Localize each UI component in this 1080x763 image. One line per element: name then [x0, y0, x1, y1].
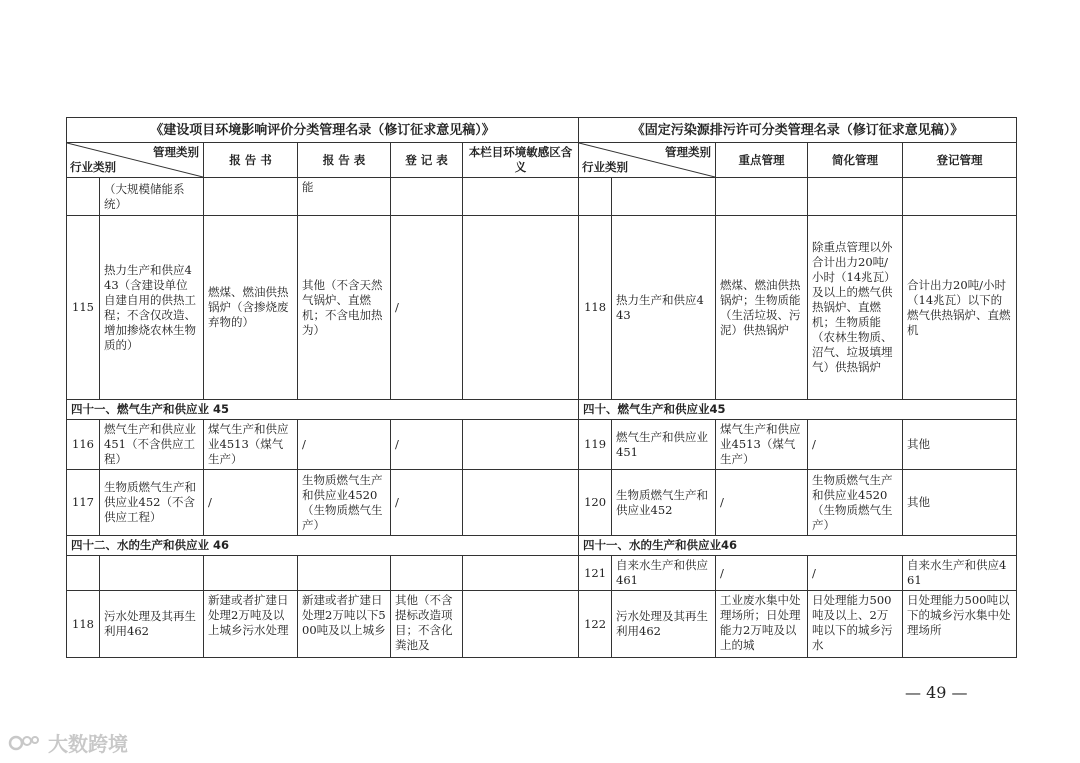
row-number: 117 — [67, 470, 100, 536]
row-number: 118 — [67, 591, 100, 658]
simple-management-cell: 生物质燃气生产和供应业4520（生物质燃气生产） — [808, 470, 903, 536]
row-number: 115 — [67, 216, 100, 400]
title-row — [67, 118, 1017, 143]
industry-cell: 污水处理及其再生利用462 — [100, 591, 204, 658]
industry-cell: 污水处理及其再生利用462 — [612, 591, 716, 658]
watermark-text: 大数跨境 — [48, 732, 128, 756]
left-diagonal-header — [67, 143, 204, 178]
table-row — [67, 556, 1017, 591]
report-book-cell: / — [204, 470, 298, 536]
left-table-title: 《建设项目环境影响评价分类管理名录（修订征求意见稿）》 — [67, 118, 579, 143]
industry-cell: （大规模储能系统） — [100, 178, 204, 216]
register-management-cell: 自来水生产和供应461 — [903, 556, 1017, 591]
industry-cell: 热力生产和供应443 — [612, 216, 716, 400]
header-register-management: 登记管理 — [903, 143, 1017, 178]
report-form-cell: 生物质燃气生产和供应业4520（生物质燃气生产） — [298, 470, 391, 536]
simple-management-cell: / — [808, 420, 903, 470]
table-row — [67, 470, 1017, 536]
right-table-title: 《固定污染源排污许可分类管理名录（修订征求意见稿）》 — [579, 118, 1017, 143]
key-management-cell: / — [716, 556, 808, 591]
key-management-cell: 工业废水集中处理场所；日处理能力2万吨及以上的城 — [720, 593, 801, 652]
header-simple-management: 简化管理 — [808, 143, 903, 178]
header-report-book: 报 告 书 — [204, 143, 298, 178]
header-registration: 登 记 表 — [391, 143, 463, 178]
table-row — [67, 591, 1017, 658]
category-label: 管理类别 — [153, 145, 199, 159]
section-row — [67, 400, 1017, 420]
category-label: 管理类别 — [665, 145, 712, 159]
section-heading: 四十二、水的生产和供应业 46 — [67, 536, 579, 556]
header-row — [67, 143, 1017, 178]
section-heading: 四十、燃气生产和供应业45 — [579, 400, 1017, 420]
header-key-management: 重点管理 — [716, 143, 808, 178]
register-management-cell: 其他 — [903, 420, 1017, 470]
row-number: 118 — [579, 216, 612, 400]
row-number: 120 — [579, 470, 612, 536]
simple-management-cell: / — [808, 556, 903, 591]
registration-cell: / — [391, 470, 463, 536]
table-row — [67, 420, 1017, 470]
table-row — [67, 216, 1017, 400]
industry-cell: 生物质燃气生产和供应业452 — [612, 470, 716, 536]
industry-cell: 燃气生产和供应业451（不含供应工程） — [100, 420, 204, 470]
report-book-cell: 新建或者扩建日处理2万吨及以上城乡污水处理 — [208, 593, 289, 637]
section-row — [67, 536, 1017, 556]
industry-cell: 自来水生产和供应461 — [612, 556, 716, 591]
header-sensitive-area: 本栏目环境敏感区含义 — [463, 143, 579, 178]
report-book-cell: 燃煤、燃油供热锅炉（含掺烧废弃物的） — [204, 216, 298, 400]
watermark — [8, 728, 128, 757]
row-number: 122 — [579, 591, 612, 658]
registration-cell: 其他（不含提标改造项目；不含化粪池及 — [395, 593, 453, 652]
simple-management-cell: 日处理能力500吨及以上、2万吨以下的城乡污水 — [812, 593, 893, 652]
register-management-cell: 日处理能力500吨以下的城乡污水集中处理场所 — [907, 593, 1011, 637]
row-number: 116 — [67, 420, 100, 470]
industry-cell: 生物质燃气生产和供应业452（不含供应工程） — [100, 470, 204, 536]
industry-label: 行业类别 — [582, 160, 629, 174]
section-heading: 四十一、燃气生产和供应业 45 — [67, 400, 579, 420]
industry-cell: 燃气生产和供应业451 — [612, 420, 716, 470]
document-table — [66, 117, 1017, 658]
row-number: 119 — [579, 420, 612, 470]
report-form-cell: / — [298, 420, 391, 470]
registration-cell: / — [391, 216, 463, 400]
report-book-cell: 煤气生产和供应业4513（煤气生产） — [204, 420, 298, 470]
register-management-cell: 其他 — [903, 470, 1017, 536]
report-form-cell: 能 — [298, 178, 391, 216]
registration-cell: / — [391, 420, 463, 470]
register-management-cell: 合计出力20吨/小时（14兆瓦）以下的燃气供热锅炉、直燃机 — [903, 216, 1017, 400]
key-management-cell: / — [716, 470, 808, 536]
right-diagonal-header — [579, 143, 716, 178]
row-number: 121 — [579, 556, 612, 591]
industry-cell: 热力生产和供应443（含建设单位自建自用的供热工程；不含仅改造、增加掺烧农林生物质的） — [100, 216, 204, 400]
simple-management-cell: 除重点管理以外合计出力20吨/小时（14兆瓦）及以上的燃气供热锅炉、直燃机；生物质能（农林生物质、沼气、垃圾填埋气）供热锅炉 — [808, 216, 903, 400]
header-report-form: 报 告 表 — [298, 143, 391, 178]
key-management-cell: 煤气生产和供应业4513（煤气生产） — [716, 420, 808, 470]
report-form-cell: 新建或者扩建日处理2万吨以下500吨及以上城乡 — [302, 593, 386, 637]
report-form-cell: 其他（不含天然气锅炉、直燃机；不含电加热为） — [298, 216, 391, 400]
table-row — [67, 178, 1017, 216]
industry-label: 行业类别 — [70, 160, 116, 174]
page-number: — 49 — — [905, 683, 968, 702]
section-heading: 四十一、水的生产和供应业46 — [579, 536, 1017, 556]
watermark-logo-icon — [8, 732, 42, 754]
key-management-cell: 燃煤、燃油供热锅炉；生物质能（生活垃圾、污泥）供热锅炉 — [716, 216, 808, 400]
